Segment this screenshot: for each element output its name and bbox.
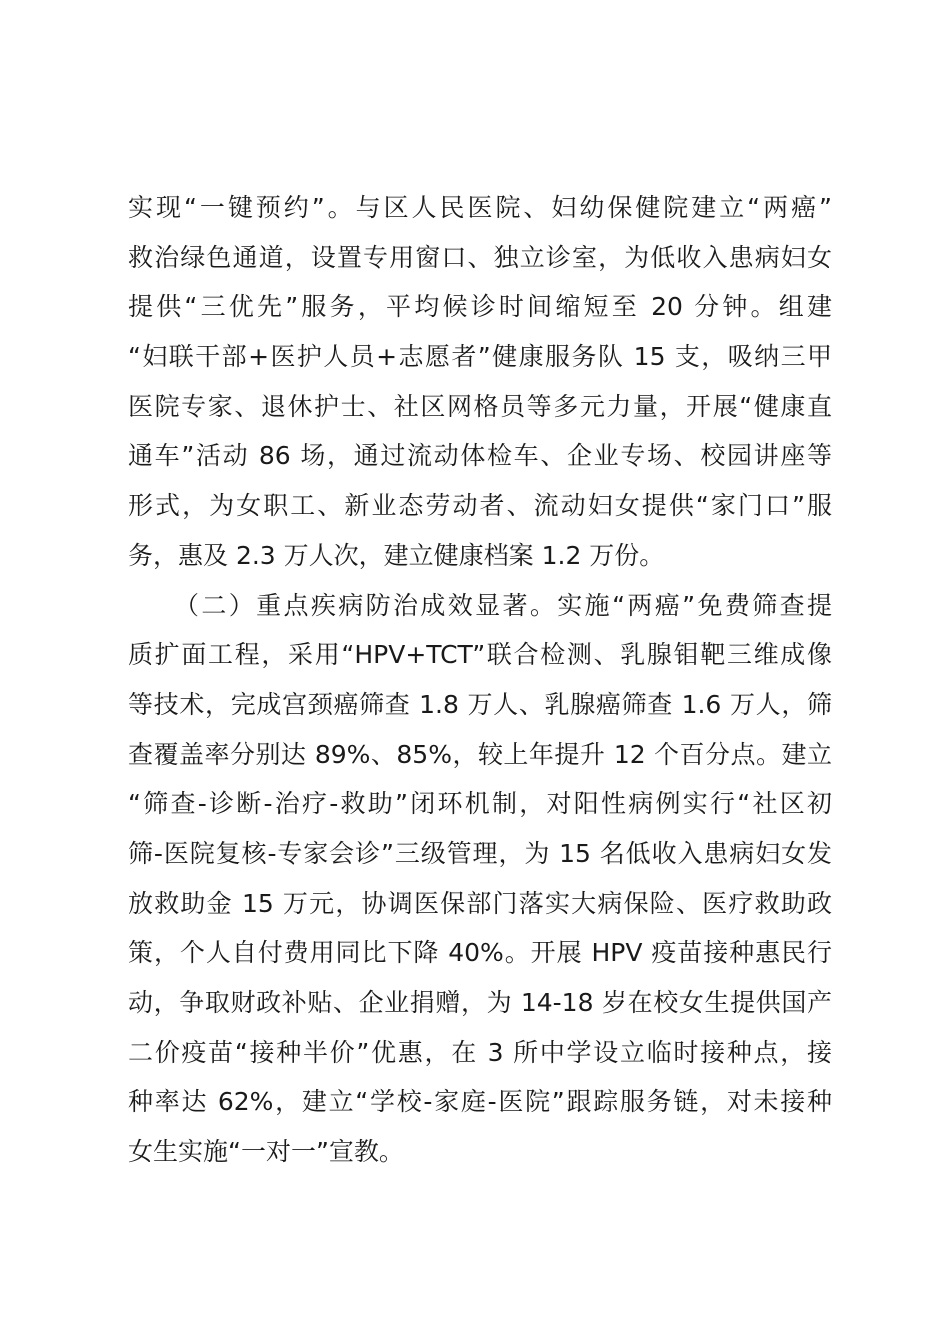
text-line: 查覆盖率分别达 89%、85%，较上年提升 12 个百分点。建立 <box>128 739 832 769</box>
text-line: 提供“三优先”服务，平均候诊时间缩短至 20 分钟。组建 <box>128 292 832 322</box>
text-line: 质扩面工程，采用“HPV+TCT”联合检测、乳腺钼靶三维成像 <box>128 640 832 670</box>
text-line: “筛查-诊断-治疗-救助”闭环机制，对阳性病例实行“社区初 <box>128 789 832 819</box>
document-body <box>128 183 832 1177</box>
paragraph-disease-prevention <box>128 581 832 1177</box>
text-line: 放救助金 15 万元，协调医保部门落实大病保险、医疗救助政 <box>128 888 832 918</box>
text-line: 女生实施“一对一”宣教。 <box>128 1137 404 1167</box>
text-line: 形式，为女职工、新业态劳动者、流动妇女提供“家门口”服 <box>128 491 832 521</box>
text-line: 通车”活动 86 场，通过流动体检车、企业专场、校园讲座等 <box>128 441 832 471</box>
text-line: 策，个人自付费用同比下降 40%。开展 HPV 疫苗接种惠民行 <box>128 938 832 968</box>
text-line: 医院专家、退休护士、社区网格员等多元力量，开展“健康直 <box>128 391 832 421</box>
text-line: 等技术，完成宫颈癌筛查 1.8 万人、乳腺癌筛查 1.6 万人，筛 <box>128 689 832 719</box>
text-line: 二价疫苗“接种半价”优惠，在 3 所中学设立临时接种点，接 <box>128 1037 832 1067</box>
text-line: “妇联干部+医护人员+志愿者”健康服务队 15 支，吸纳三甲 <box>128 342 832 372</box>
paragraph-health-services <box>128 183 832 581</box>
text-line: 救治绿色通道，设置专用窗口、独立诊室，为低收入患病妇女 <box>128 242 832 272</box>
text-line: 种率达 62%，建立“学校-家庭-医院”跟踪服务链，对未接种 <box>128 1087 832 1117</box>
text-line: 务，惠及 2.3 万人次，建立健康档案 1.2 万份。 <box>128 540 665 570</box>
text-line: 筛-医院复核-专家会诊”三级管理，为 15 名低收入患病妇女发 <box>128 838 832 868</box>
text-line: 动，争取财政补贴、企业捐赠，为 14-18 岁在校女生提供国产 <box>128 988 832 1017</box>
text-line: （二）重点疾病防治成效显著。实施“两癌”免费筛查提 <box>174 590 832 620</box>
text-line: 实现“一键预约”。与区人民医院、妇幼保健院建立“两癌” <box>128 193 832 222</box>
